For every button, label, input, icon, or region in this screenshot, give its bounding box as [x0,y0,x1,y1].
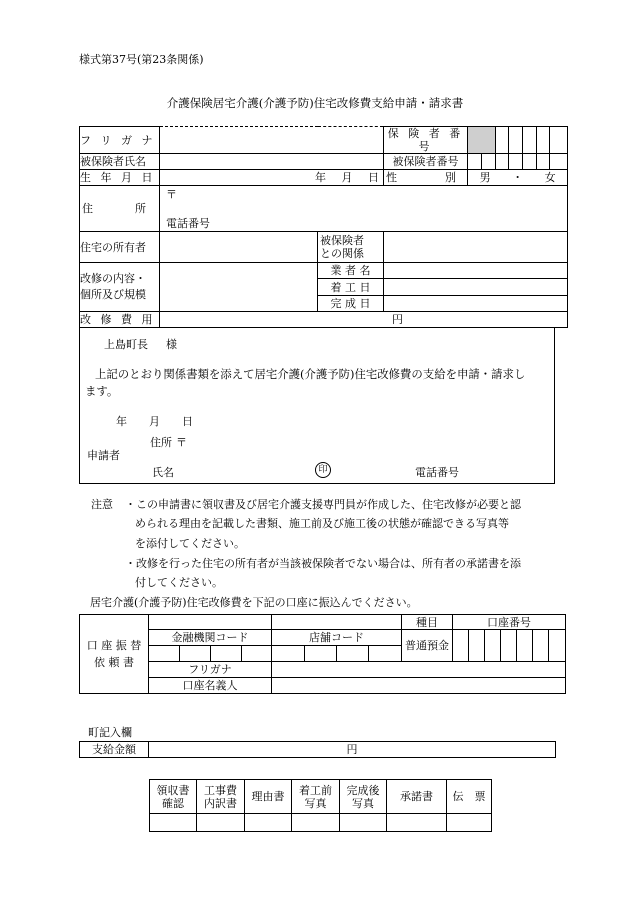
check-slip: 伝 票 [447,780,492,814]
bank-label [80,615,149,694]
contractor-label: 業 者 名 [318,263,384,279]
check-breakdown [197,780,245,814]
transfer-note: 居宅介護(介護予防)住宅改修費を下記の口座に振込んでください。 [90,596,418,609]
holder-furigana-input[interactable] [272,662,566,678]
check-box[interactable] [447,814,492,832]
savings-type[interactable]: 普通預金 [402,630,453,662]
insurer-no-label: 保 険 者 番 号 [384,127,468,154]
check-before-photo-1: 着工前 [299,783,332,797]
relation-input[interactable] [384,232,568,263]
check-before-photo [292,780,340,814]
furigana-label: フ リ ガ ナ [80,127,160,154]
check-box[interactable] [340,814,387,832]
address-label-2: 所 [135,202,146,215]
holder-label: 口座名義人 [149,678,272,694]
applicant-name-label: 氏名 [152,466,174,479]
account-digit[interactable] [533,630,549,662]
insurer-digit[interactable] [523,127,537,154]
relation-label [318,232,384,263]
amount-input[interactable]: 円 [149,742,556,758]
page-title: 介護保険居宅介護(介護予防)住宅改修費支給申請・請求書 [166,96,464,110]
check-box[interactable] [245,814,292,832]
request-body-2: ます。 [85,384,119,398]
check-after-photo-2: 写真 [352,796,374,810]
request-month: 月 [149,415,160,428]
bank-label-1: 口 座 振 替 [86,639,142,652]
type-label: 種目 [402,615,453,630]
check-receipt-2: 確認 [162,796,184,810]
furigana-input[interactable] [160,127,384,154]
insured-name-label: 被保険者氏名 [80,154,160,170]
sex-label [384,170,468,186]
check-box[interactable] [150,814,197,832]
bank-table [79,614,566,694]
office-table [79,741,556,758]
check-box[interactable] [292,814,340,832]
bank-label-2: 依 頼 書 [94,656,134,669]
insured-digit[interactable] [550,154,568,170]
check-box[interactable] [197,814,245,832]
request-day: 日 [182,415,193,428]
insurer-digit[interactable] [550,127,568,154]
account-no-label: 口座番号 [453,615,566,630]
check-breakdown-2: 内訳書 [204,796,237,810]
note-2b: 付してください。 [135,576,223,589]
sex-male[interactable]: 男 [479,171,491,184]
bank-code-digit[interactable] [211,646,242,662]
holder-furigana-label: フリガナ [149,662,272,678]
mayor-line [104,336,177,352]
account-digit[interactable] [485,630,501,662]
insured-digit[interactable] [468,154,482,170]
note-1c: を添付してください。 [135,537,245,550]
check-after-photo [340,780,387,814]
branch-code-digit[interactable] [337,646,369,662]
insured-digit[interactable] [509,154,523,170]
address-label [80,186,160,232]
check-receipt [150,780,197,814]
sex-dot: ・ [512,171,524,184]
applicant-address[interactable] [150,434,187,450]
renovation-label-1: 改修の内容・ [80,272,146,285]
holder-input[interactable] [272,678,566,694]
cost-label: 改 修 費 用 [80,312,160,328]
account-digit[interactable] [517,630,533,662]
insured-digit[interactable] [523,154,537,170]
main-table [79,126,568,328]
insured-no-label: 被保険者番号 [384,154,468,170]
applicant-postal: 〒 [176,436,187,449]
renovation-input[interactable] [160,263,318,312]
request-year: 年 [116,415,127,428]
check-after-photo-1: 完成後 [346,783,380,797]
branch-code-digit[interactable] [369,646,402,662]
branch-code-label: 店舗コード [272,630,402,646]
note-1b: められる理由を記載した書類、施工前及び施工後の状態が確認できる写真等 [135,517,509,530]
sex-select[interactable] [468,170,568,186]
account-digit[interactable] [469,630,485,662]
seal-icon: 印 [315,462,331,478]
insured-digit[interactable] [482,154,496,170]
bank-code-digit[interactable] [149,646,180,662]
insurer-digit[interactable] [509,127,523,154]
note-2a: ・改修を行った住宅の所有者が当該被保険者でない場合は、所有者の承諾書を添 [125,557,521,570]
check-box[interactable] [387,814,447,832]
insured-name-input[interactable] [160,154,384,170]
form-number: 様式第37号(第23条関係) [79,53,204,66]
applicant-phone-label: 電話番号 [415,466,459,479]
request-body-1: 上記のとおり関係書類を添えて居宅介護(介護予防)住宅改修費の支給を申請・請求し [95,367,526,381]
applicant-address-label: 住所 [150,436,172,449]
sex-label-2: 別 [445,171,456,184]
check-consent: 承諾書 [387,780,447,814]
office-label: 町記入欄 [88,726,132,739]
insurer-no-box[interactable] [468,127,496,154]
relation-label-2: との関係 [320,247,364,260]
bank-name-cell[interactable] [149,615,272,630]
renovation-label [80,263,160,312]
amount-label: 支給金額 [80,742,149,758]
bank-code-digit[interactable] [180,646,211,662]
notes-label: 注意 [91,498,113,511]
complete-date-label: 完 成 日 [318,296,384,312]
relation-label-1: 被保険者 [320,234,364,247]
mayor-name: 上島町長 [104,338,148,351]
insurer-digit[interactable] [537,127,550,154]
branch-name-cell[interactable] [272,615,402,630]
renovation-label-2: 個所及び規模 [80,288,146,301]
owner-input[interactable] [160,232,318,263]
branch-code-digit[interactable] [305,646,337,662]
check-table [149,779,492,832]
insured-digit[interactable] [537,154,550,170]
check-breakdown-1: 工事費 [204,783,237,797]
start-date-label: 着 工 日 [318,279,384,296]
sex-female[interactable]: 女 [544,171,556,184]
address-phone: 電話番号 [166,217,210,230]
account-digit[interactable] [501,630,517,662]
bank-code-digit[interactable] [242,646,272,662]
sex-label-1: 性 [386,171,397,184]
cost-input[interactable]: 円 [160,312,568,328]
insurer-digit[interactable] [496,127,509,154]
address-label-1: 住 [82,202,93,215]
branch-code-digit[interactable] [272,646,305,662]
address-postal: 〒 [166,188,177,201]
bank-code-label: 金融機関コード [149,630,272,646]
account-digit[interactable] [453,630,469,662]
account-digit[interactable] [549,630,566,662]
request-box [79,327,555,484]
birth-label: 生 年 月 日 [80,170,160,186]
note-1a: ・この申請書に領収書及び居宅介護支援専門員が作成した、住宅改修が必要と認 [125,498,521,511]
mayor-sama: 様 [166,338,177,351]
check-reason: 理由書 [245,780,292,814]
check-before-photo-2: 写真 [304,796,327,810]
owner-label: 住宅の所有者 [80,232,160,263]
request-date[interactable] [116,413,193,429]
contractor-input[interactable] [384,263,568,279]
applicant-label: 申請者 [87,449,120,462]
address-input[interactable] [160,186,568,232]
insured-digit[interactable] [496,154,509,170]
check-receipt-1: 領収書 [156,783,190,797]
complete-date-input[interactable] [384,296,568,312]
start-date-input[interactable] [384,279,568,296]
birth-input[interactable]: 年 月 日 [160,170,384,186]
